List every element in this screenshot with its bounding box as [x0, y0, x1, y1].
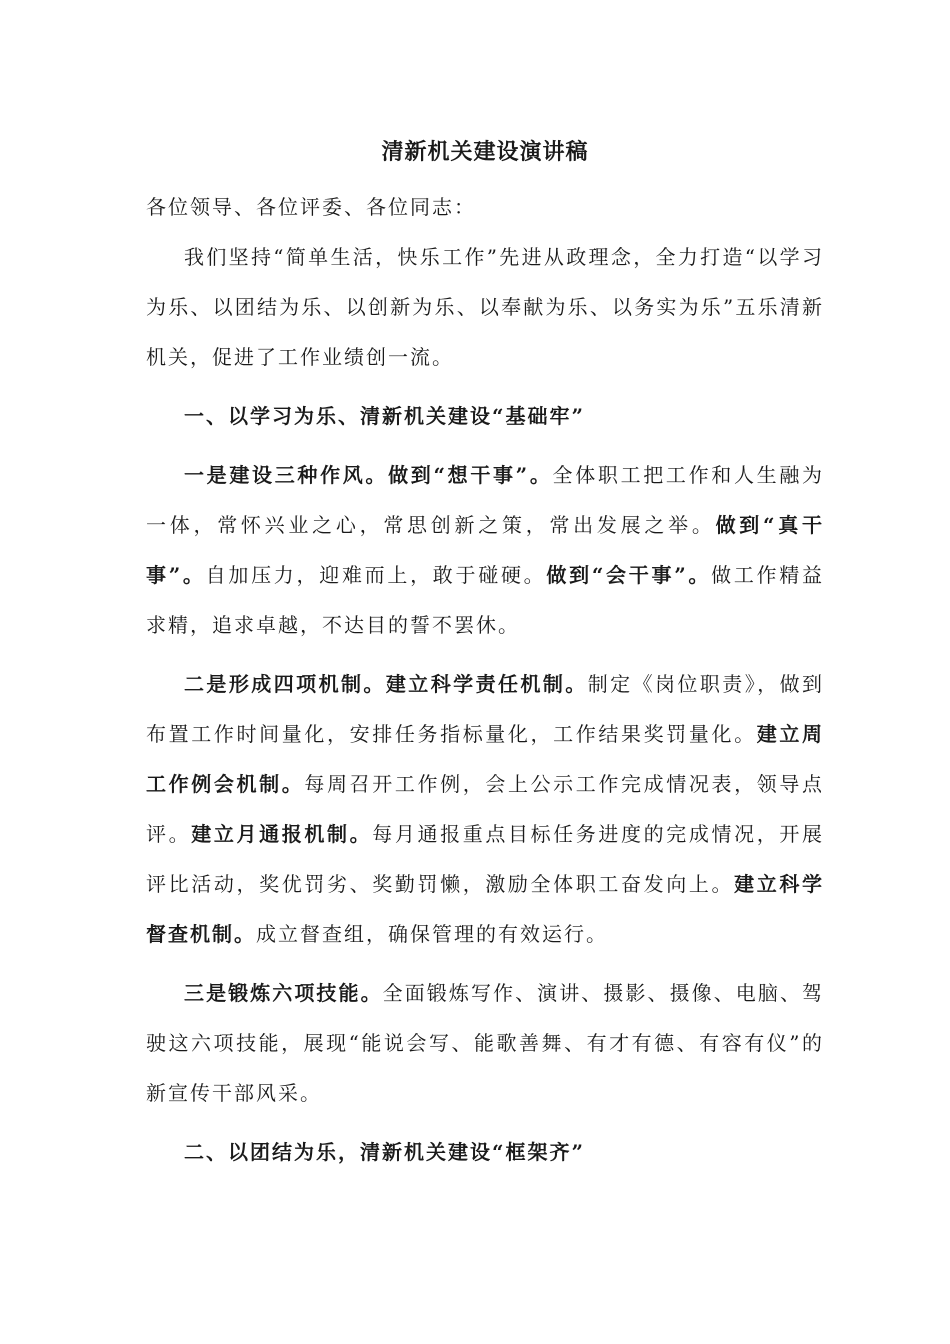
paragraph-2-lead: 二是形成四项机制。建立科学责任机制。	[184, 672, 588, 696]
paragraph-2-bold-2: 建立周工作例会机制。	[146, 722, 825, 796]
document-title: 清新机关建设演讲稿	[381, 139, 589, 165]
paragraph-2-bold-3: 建立月通报机制。	[191, 822, 373, 846]
paragraph-1	[146, 450, 824, 650]
section-2-heading: 二、以团结为乐，清新机关建设“框架齐”	[184, 1140, 586, 1164]
paragraph-1-bold-2: 做到“真干事”。	[146, 513, 824, 587]
paragraph-2-bold-4: 建立科学督查机制。	[146, 872, 825, 946]
paragraph-2-text-3: 每月通报重点目标任务进度的完成情况，开展评比活动，奖优罚劣、奖勤罚懒，激励全体职工奋发向上。	[146, 822, 825, 896]
paragraph-1-text-1: 全体职工把工作和人生融为一体，常怀兴业之心，常思创新之策，常出发展之举。	[146, 463, 825, 537]
paragraph-1-text-2: 自加压力，迎难而上，敢于碰硬。	[205, 563, 547, 587]
salutation: 各位领导、各位评委、各位同志：	[146, 195, 476, 219]
paragraph-3-text-1: 全面锻炼写作、演讲、摄影、摄像、电脑、驾驶这六项技能，展现“能说会写、能歌善舞、有才有德、有容有仪”的新宣传干部风采。	[146, 981, 825, 1105]
paragraph-1-text-3: 做工作精益求精，追求卓越，不达目的誓不罢休。	[146, 563, 824, 637]
paragraph-3	[146, 968, 824, 1118]
intro-paragraph: 我们坚持“简单生活，快乐工作”先进从政理念，全力打造“以学习为乐、以团结为乐、以创新为乐、以奉献为乐、以务实为乐”五乐清新机关，促进了工作业绩创一流。	[146, 245, 824, 369]
paragraph-2-text-1: 制定《岗位职责》，做到布置工作时间量化，安排任务指标量化，工作结果奖罚量化。	[146, 672, 825, 746]
paragraph-1-lead: 一是建设三种作风。做到“想干事”。	[184, 463, 553, 487]
paragraph-1-bold-3: 做到“会干事”。	[546, 563, 712, 587]
document-page	[146, 130, 824, 1177]
paragraph-2-text-2: 每周召开工作例，会上公示工作完成情况表，领导点评。	[146, 772, 825, 846]
paragraph-3-lead: 三是锻炼六项技能。	[184, 981, 383, 1005]
section-1-heading: 一、以学习为乐、清新机关建设“基础牢”	[184, 404, 586, 428]
paragraph-2-text-4: 成立督查组，确保管理的有效运行。	[256, 922, 608, 946]
paragraph-2	[146, 659, 824, 959]
